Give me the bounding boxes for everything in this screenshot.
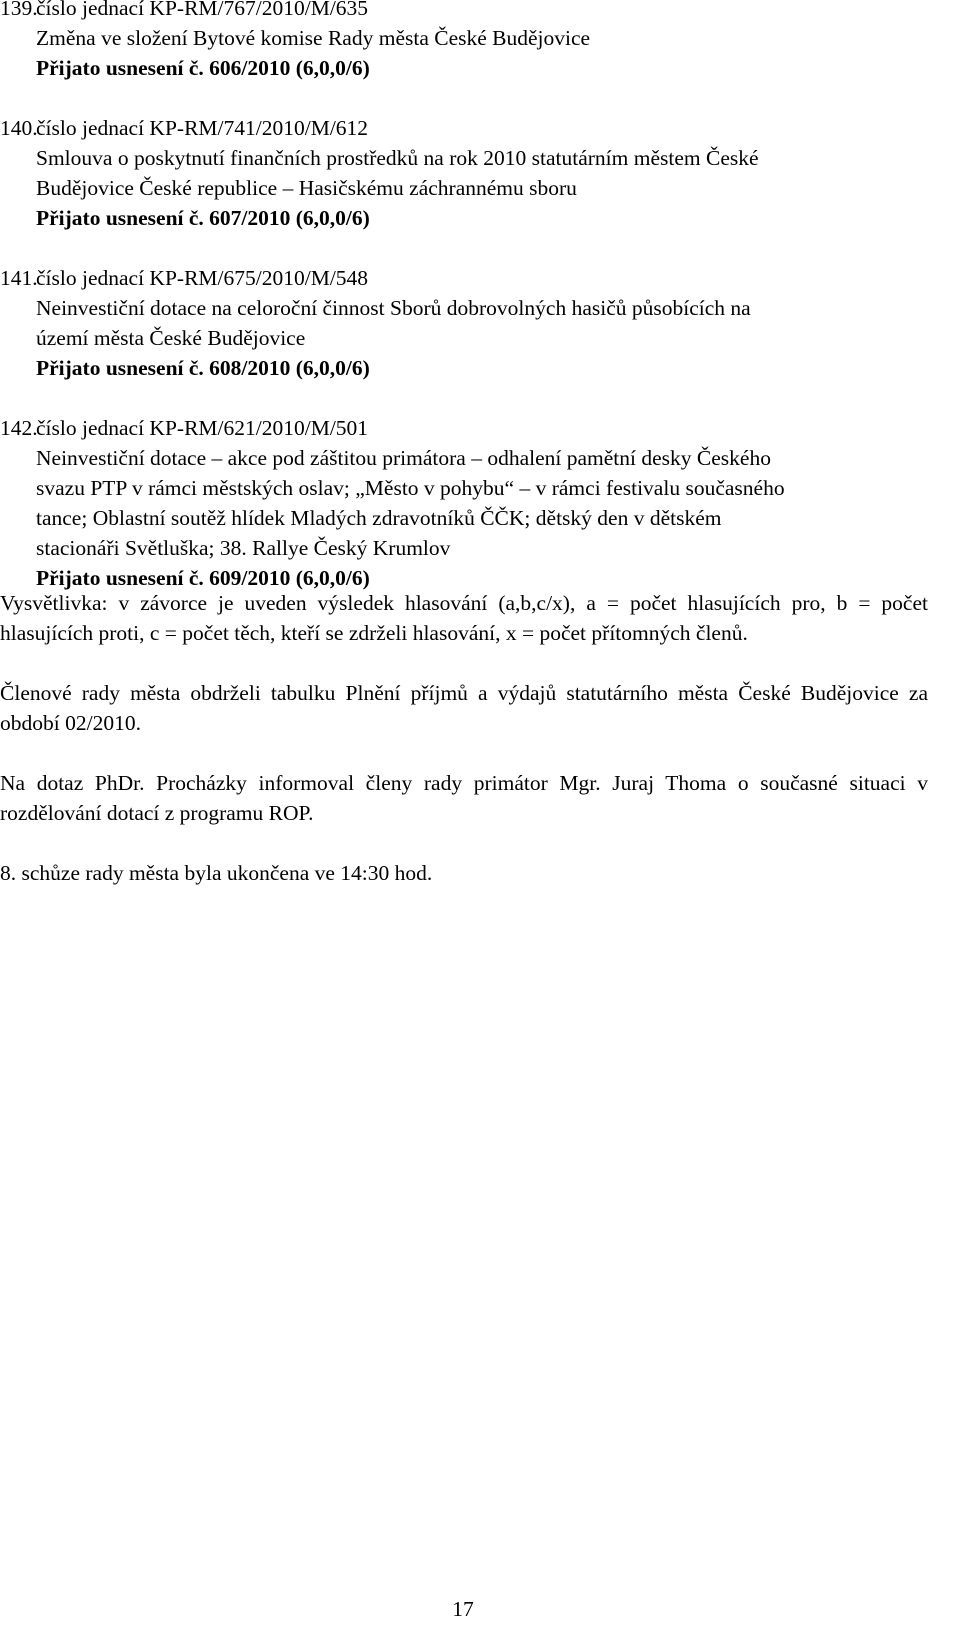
item-description: Neinvestiční dotace na celoroční činnost Sborů dobrovolných hasičů působících na (36, 296, 751, 320)
resolution-list (0, 0, 936, 623)
item-resolution: Přijato usnesení č. 606/2010 (6,0,0/6) (36, 56, 370, 80)
agenda-item-140 (0, 113, 936, 233)
table-info-paragraph: Členové rady města obdrželi tabulku Plnění příjmů a výdajů statutárního města České Budějovice za období 02/2010. (0, 681, 928, 735)
item-number: 142. (0, 416, 38, 440)
item-reference: číslo jednací KP-RM/675/2010/M/548 (36, 266, 369, 290)
item-resolution: Přijato usnesení č. 609/2010 (6,0,0/6) (36, 566, 370, 590)
item-description: Budějovice České republice – Hasičskému záchrannému sboru (36, 176, 577, 200)
page-number: 17 (452, 1597, 474, 1621)
item-resolution: Přijato usnesení č. 607/2010 (6,0,0/6) (36, 206, 370, 230)
agenda-item-141 (0, 263, 936, 383)
item-description: stacionáři Světluška; 38. Rallye Český Krumlov (36, 536, 451, 560)
item-resolution: Přijato usnesení č. 608/2010 (6,0,0/6) (36, 356, 370, 380)
item-number: 140. (0, 116, 38, 140)
item-number: 139. (0, 0, 38, 20)
item-description: svazu PTP v rámci městských oslav; „Město v pohybu“ – v rámci festivalu současného (36, 476, 785, 500)
item-description: Smlouva o poskytnutí finančních prostředků na rok 2010 statutárním městem České (36, 146, 759, 170)
item-description: Změna ve složení Bytové komise Rady města České Budějovice (36, 26, 591, 50)
item-description: území města České Budějovice (36, 326, 306, 350)
closing-paragraph: 8. schůze rady města byla ukončena ve 14:30 hod. (0, 861, 433, 885)
item-description: Neinvestiční dotace – akce pod záštitou primátora – odhalení pamětní desky Českého (36, 446, 771, 470)
item-number: 141. (0, 266, 38, 290)
item-reference: číslo jednací KP-RM/741/2010/M/612 (36, 116, 369, 140)
voting-explanation: Vysvětlivka: v závorce je uveden výsledek hlasování (a,b,c/x), a = počet hlasujících pro, b = počet hlasujících proti, c = počet těch, kteří se zdrželi hlasování, x = počet přítomných členů. (0, 591, 928, 645)
item-reference: číslo jednací KP-RM/767/2010/M/635 (36, 0, 369, 20)
item-reference: číslo jednací KP-RM/621/2010/M/501 (36, 416, 369, 440)
agenda-item-139 (0, 0, 936, 83)
item-description: tance; Oblastní soutěž hlídek Mladých zdravotníků ČČK; dětský den v dětském (36, 506, 722, 530)
notes-section (0, 588, 928, 918)
agenda-item-142 (0, 413, 936, 593)
query-paragraph: Na dotaz PhDr. Procházky informoval členy rady primátor Mgr. Juraj Thoma o současné situaci v rozdělování dotací z programu ROP. (0, 771, 928, 825)
